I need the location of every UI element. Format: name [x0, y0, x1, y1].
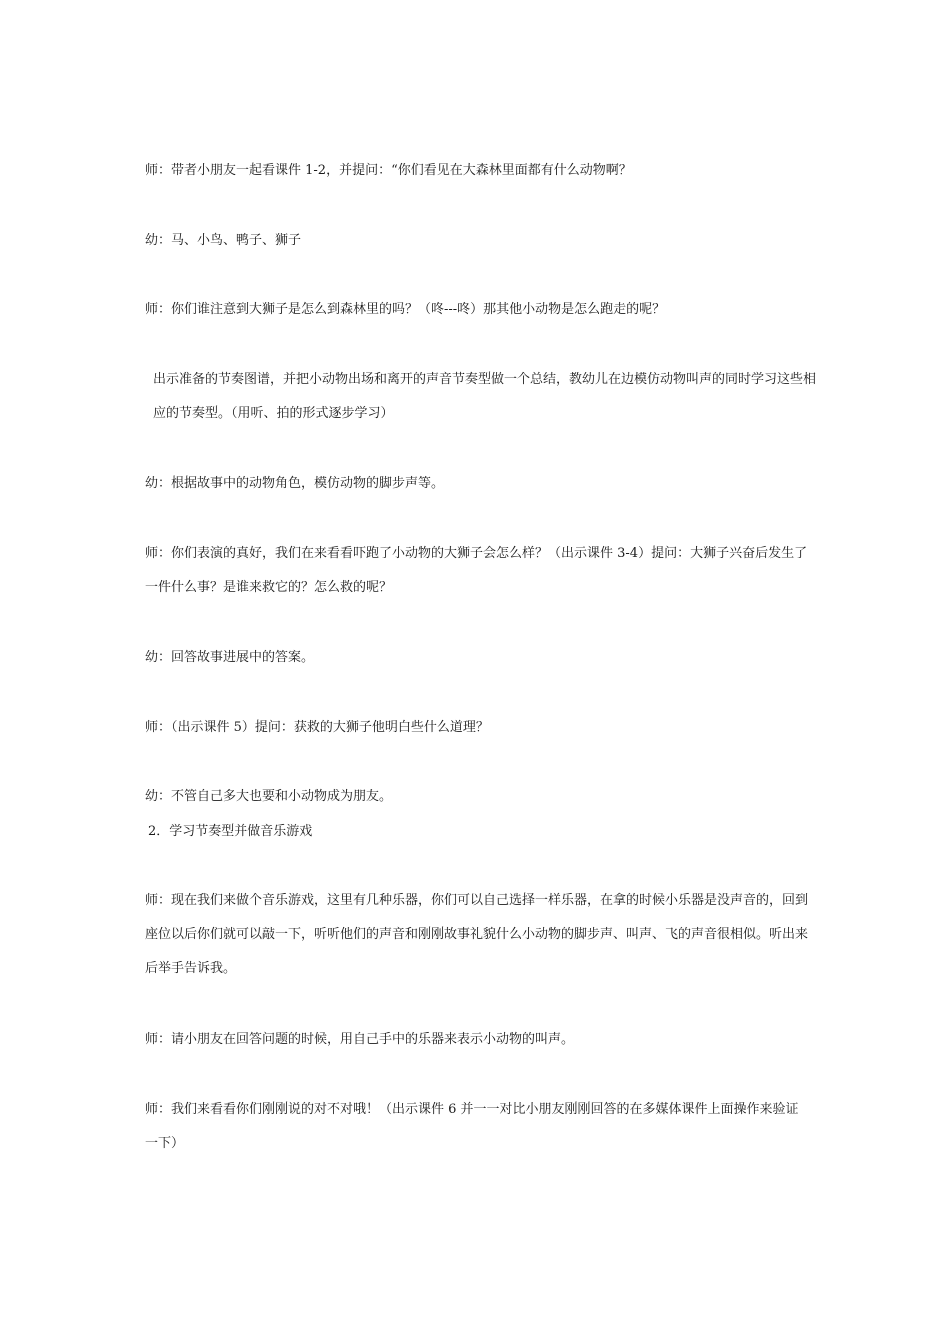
paragraph-rhythm-chart: 出示准备的节奏图谱，并把小动物出场和离开的声音节奏型做一个总结，教幼儿在边模仿动物叫声的同时学习这些相应的节奏型。（用听、拍的形式逐步学习） — [153, 372, 817, 421]
paragraph-child-answer-4: 幼：不管自己多大也要和小动物成为朋友。 — [145, 789, 393, 804]
paragraph-child-answer-1: 幼：马、小鸟、鸭子、狮子 — [145, 233, 302, 248]
section-heading-2: 2．学习节奏型并做音乐游戏 — [148, 824, 313, 839]
paragraph-teacher-question-2: 师：你们谁注意到大狮子是怎么到森林里的吗？（咚---咚）那其他小动物是怎么跑走的呢？ — [145, 302, 666, 317]
paragraph-teacher-question-1: 师：带者小朋友一起看课件 1-2，并提问：“你们看见在大森林里面都有什么动物啊？ — [145, 163, 632, 178]
paragraph-music-game: 师：现在我们来做个音乐游戏，这里有几种乐器，你们可以自己选择一样乐器，在拿的时候小乐器是没声音的，回到座位以后你们就可以敲一下，听听他们的声音和刚刚故事礼貌什么小动物的脚步声、叫声、飞的声音很相似。听出来后举手告诉我。 — [145, 893, 809, 976]
paragraph-verify: 师：我们来看看你们刚刚说的对不对哦！（出示课件 6 并一一对比小朋友刚刚回答的在多媒体课件上面操作来验证一下） — [145, 1102, 799, 1151]
paragraph-child-answer-3: 幼：回答故事进展中的答案。 — [145, 650, 315, 665]
paragraph-teacher-question-4: 师：（出示课件 5）提问：获救的大狮子他明白些什么道理？ — [145, 720, 489, 735]
paragraph-instrument-answer: 师：请小朋友在回答问题的时候，用自己手中的乐器来表示小动物的叫声。 — [145, 1032, 575, 1047]
paragraph-teacher-question-3: 师：你们表演的真好，我们在来看看吓跑了小动物的大狮子会怎么样？（出示课件 3-4）提问：大狮子兴奋后发生了一件什么事？是谁来救它的？怎么救的呢？ — [145, 546, 808, 595]
paragraph-child-answer-2: 幼：根据故事中的动物角色，模仿动物的脚步声等。 — [145, 476, 445, 491]
